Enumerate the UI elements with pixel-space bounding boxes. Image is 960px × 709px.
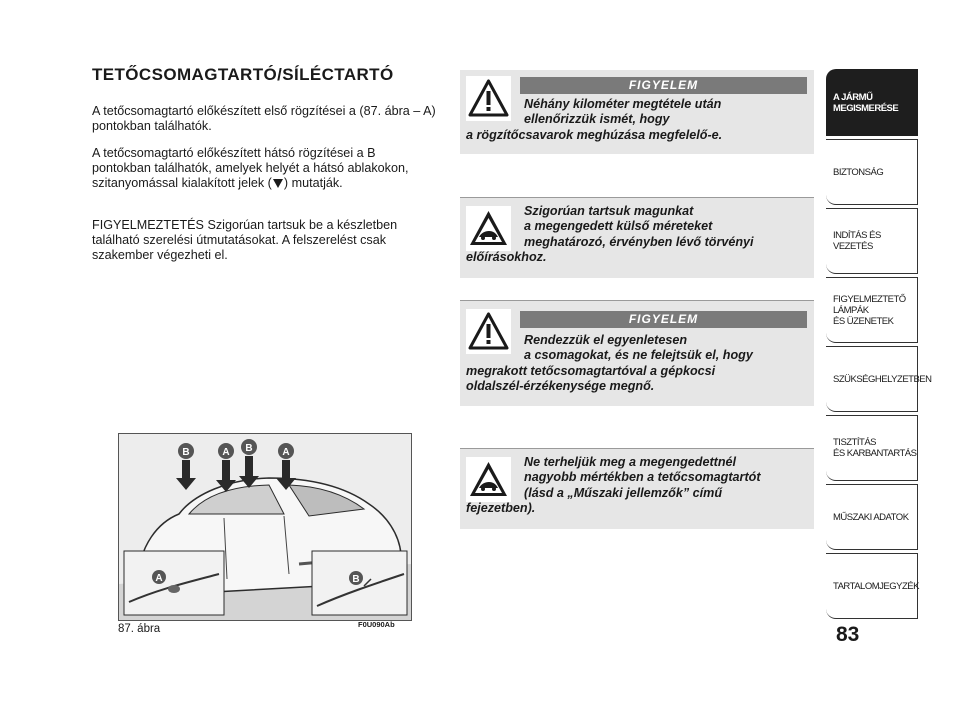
triangle-down-icon [273,179,283,188]
environment-1-line-2: a megengedett külső méreteket [524,219,713,234]
tab-emergency[interactable] [826,346,932,412]
callout-a-1-label: A [222,447,230,458]
callout-badges [178,439,294,459]
warning-2-text [466,333,811,394]
tab-label: SZÜKSÉGHELYZETBEN [833,373,932,385]
warning-2-line-4: oldalszél-érzékenysége megnő. [466,378,655,393]
warning-1-text [466,97,811,143]
warning-heading-2: FIGYELEM [520,311,807,328]
tab-label: TISZTÍTÁS ÉS KARBANTARTÁS [833,437,917,459]
callout-b-1-label: B [182,447,190,458]
detail-a-label: A [155,573,163,584]
section-title: TETŐCSOMAGTARTÓ/SÍLÉCTARTÓ [92,65,394,84]
paragraph-caution: FIGYELMEZTETÉS Szigorúan tartsuk be a készletben található szerelési útmutatásokat. A felszerelést csak szakember végezheti el. [92,218,398,263]
warning-1-line-3: a rögzítőcsavarok meghúzása megfelelő-e. [466,127,723,142]
paragraph-rear-mounts [92,146,437,192]
paragraph-rear-mounts-end: ) mutatják. [283,176,343,191]
detail-b-label: B [352,574,360,585]
tab-safety[interactable] [826,139,918,205]
paragraph-front-mounts: A tetőcsomagtartó előkészített első rögzítései a (87. ábra – A) pontokban találhatók. [92,104,436,134]
tab-cleaning-maintenance[interactable] [826,415,918,481]
warning-1-line-1: Néhány kilométer megtétele után [524,97,722,111]
tab-label: MŰSZAKI ADATOK [833,511,909,523]
environment-2-text [466,455,811,516]
warning-2-line-3: megrakott tetőcsomagtartóval a gépkocsi [466,363,716,378]
warning-2-line-1: Rendezzük el egyenletesen [524,333,688,347]
tab-label: BIZTONSÁG [833,166,884,178]
warning-2-line-2: a csomagokat, és ne felejtsük el, hogy [524,348,753,363]
figure-caption: 87. ábra [118,623,161,635]
warning-1-line-2: ellenőrizzük ismét, hogy [524,112,670,127]
environment-1-line-3: meghatározó, érvényben lévő törvényi [524,234,754,249]
detail-inset-a [124,551,224,615]
environment-1-text [466,204,811,265]
environment-2-line-3: (lásd a „Műszaki jellemzők” című [524,485,723,500]
environment-2-line-1: Ne terheljük meg a megengedettnél [524,455,737,469]
page-number: 83 [836,623,860,646]
environment-1-line-4: előírásokhoz. [466,249,547,264]
tab-starting-driving[interactable] [826,208,918,274]
warning-heading: FIGYELEM [520,77,807,94]
car-illustration [119,434,411,620]
environment-note-2 [460,449,814,529]
tab-label: INDÍTÁS ÉS VEZETÉS [833,230,881,252]
environment-1-line-1: Szigorúan tartsuk magunkat [524,204,694,218]
tab-contents[interactable] [826,553,918,619]
figure-87-roof-rack [118,433,412,621]
tab-label: A JÁRMŰ MEGISMERÉSE [833,91,899,114]
environment-2-line-4: fejezetben). [466,500,536,515]
callout-a-2-label: A [282,447,290,458]
detail-inset-b [312,551,407,615]
callout-b-2-label: B [245,443,253,454]
tab-warning-lights[interactable] [826,277,918,343]
figure-code: F0U090Ab [358,620,395,629]
tab-vehicle-overview[interactable] [826,69,918,136]
warning-note-1 [460,70,814,154]
tab-label: FIGYELMEZTETŐ LÁMPÁK ÉS ÜZENETEK [833,293,906,327]
paragraph-rear-mounts-start: A tetőcsomagtartó előkészített hátsó rögzítései a B pontokban találhatók, amelyek helyét a hátsó ablakokon, szitanyomással kialakított jelek ( [92,146,409,191]
tab-label: TARTALOMJEGYZÉK [833,580,919,592]
tab-technical-data[interactable] [826,484,918,550]
warning-note-2 [460,301,814,406]
environment-note-1 [460,198,814,278]
environment-2-line-2: nagyobb mértékben a tetőcsomagtartót [524,470,761,485]
